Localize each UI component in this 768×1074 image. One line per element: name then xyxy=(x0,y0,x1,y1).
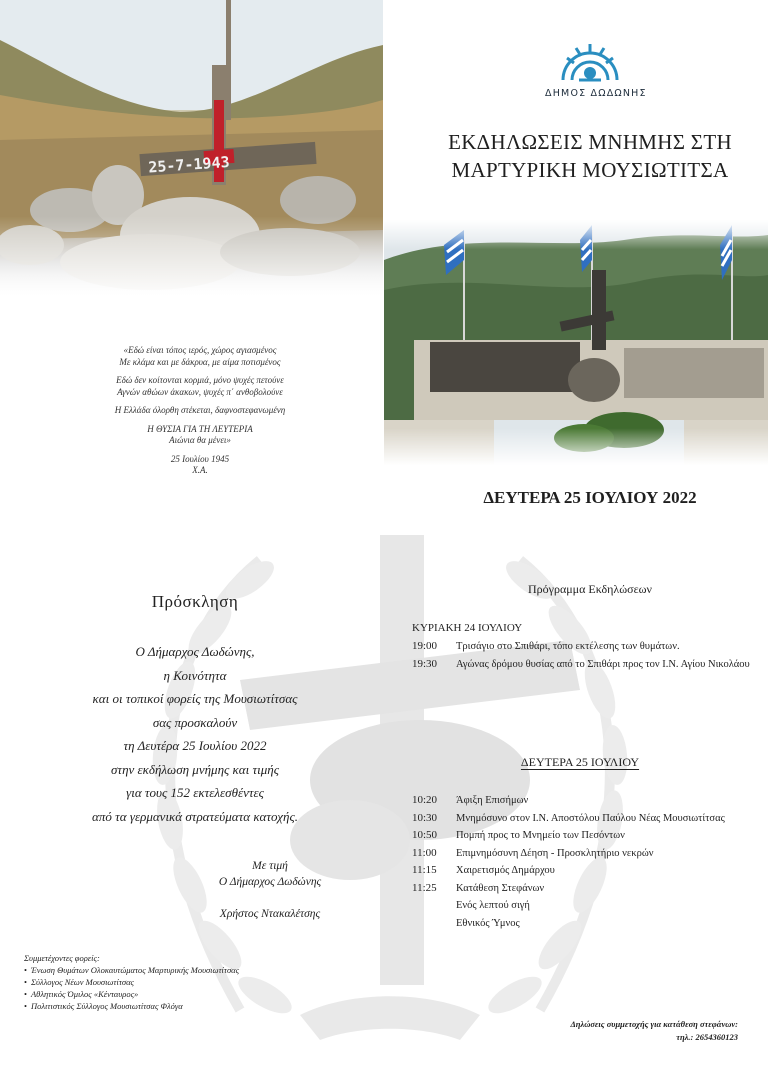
poem-line: Η Ελλάδα όλορθη στέκεται, δαφνοστεφανωμένη xyxy=(114,405,286,415)
schedule-row xyxy=(412,656,762,674)
poem-date: 25 Ιουλίου 1945 xyxy=(170,453,230,464)
invitation-body xyxy=(70,640,320,828)
dodoni-logo-icon xyxy=(559,40,621,84)
invitation-line: και οι τοπικοί φορείς της Μουσιωτίτσας xyxy=(92,691,298,706)
schedule-row xyxy=(412,827,762,845)
list-item: • Αθλητικός Όμιλος «Κένταυρος» xyxy=(24,988,354,1000)
mayor-name: Χρήστος Ντακαλέτσης xyxy=(219,908,321,920)
list-item: • Πολιτιστικός Σύλλογος Μουσιωτίτσας Φλόγα xyxy=(24,1000,354,1012)
poem-line: Αγνών αθώων άκακων, ψυχές π΄ ανθοβολούνε xyxy=(117,386,283,397)
schedule-time: 10:50 xyxy=(412,829,438,841)
day1-schedule xyxy=(412,638,762,673)
list-item: • Ένωση Θυμάτων Ολοκαυτώματος Μαρτυρικής Μουσιωτίτσας xyxy=(24,964,354,976)
invitation-line: σας προσκαλούν xyxy=(152,714,238,730)
day1-label: ΚΥΡΙΑΚΗ 24 ΙΟΥΛΙΟΥ xyxy=(412,622,523,634)
poem-line: «Εδώ είναι τόπος ιερός, χώρος αγιασμένος xyxy=(123,345,277,355)
schedule-desc: Εθνικός Ύμνος xyxy=(456,917,520,929)
schedule-desc: Επιμνημόσυνη Δέηση - Προσκλητήριο νεκρών xyxy=(456,847,654,859)
schedule-desc: Χαιρετισμός Δημάρχου xyxy=(456,865,555,876)
footer-phone: τηλ.: 2654360123 xyxy=(676,1032,738,1042)
signoff-line: Ο Δήμαρχος Δωδώνης xyxy=(218,876,322,888)
schedule-row xyxy=(412,897,762,915)
poem-line: Η ΘΥΣΙΑ ΓΙΑ ΤΗ ΛΕΥΤΕΡΙΑ xyxy=(147,423,253,434)
schedule-desc: Τρισάγιο στο Σπιθάρι, τόπο εκτέλεσης των θυμάτων. xyxy=(456,641,680,652)
logo-text: ΔΗΜΟΣ ΔΩΔΩΝΗΣ xyxy=(545,88,647,99)
invitation-line: τη Δευτέρα 25 Ιουλίου 2022 xyxy=(123,738,267,753)
participants xyxy=(24,952,354,1012)
footer-note xyxy=(570,1018,738,1044)
schedule-row xyxy=(412,862,762,880)
list-item: • Σύλλογος Νέων Μουσιωτίτσας xyxy=(24,976,354,988)
signoff-line: Με τιμή xyxy=(252,860,288,872)
schedule-time xyxy=(412,915,456,933)
day2-schedule xyxy=(412,792,762,932)
invitation-line: για τους 152 εκτελεσθέντες xyxy=(126,785,264,800)
invitation-heading: Πρόσκληση xyxy=(151,592,239,611)
event-title-line2: ΜΑΡΤΥΡΙΚΗ ΜΟΥΣΙΩΤΙΤΣΑ xyxy=(451,158,729,182)
schedule-time: 11:00 xyxy=(412,846,437,859)
footer-line: Δηλώσεις συμμετοχής για κατάθεση στεφάνων: xyxy=(570,1019,738,1029)
schedule-time: 11:25 xyxy=(412,881,437,894)
event-title-line1: ΕΚΔΗΛΩΣΕΙΣ ΜΝΗΜΗΣ ΣΤΗ xyxy=(448,130,732,154)
invitation-line: Ο Δήμαρχος Δωδώνης, xyxy=(135,644,255,659)
schedule-desc: Πομπή προς το Μνημείο των Πεσόντων xyxy=(456,830,625,841)
monument-photo-illustration xyxy=(384,220,768,465)
schedule-desc: Ενός λεπτού σιγή xyxy=(456,900,530,911)
schedule-time: 19:30 xyxy=(412,657,438,670)
monument-photo xyxy=(384,220,768,465)
participants-list xyxy=(24,964,354,1012)
memorial-poem xyxy=(60,345,340,484)
schedule-row xyxy=(412,845,762,863)
municipality-logo xyxy=(545,40,647,110)
schedule-row xyxy=(412,810,762,828)
schedule-row xyxy=(412,880,762,898)
schedule-time: 11:15 xyxy=(412,864,437,876)
schedule-desc: Αγώνας δρόμου θυσίας από το Σπιθάρι προς τον Ι.Ν. Αγίου Νικολάου xyxy=(456,658,750,670)
invitation-line: στην εκδήλωση μνήμης και τιμής xyxy=(111,761,279,777)
schedule-time: 10:20 xyxy=(412,794,438,806)
schedule-row xyxy=(412,638,762,656)
poem-line: Με κλάμα και με δάκρυα, με αίμα ποτισμένος xyxy=(119,356,281,367)
participants-heading: Συμμετέχοντες φορείς: xyxy=(24,953,100,963)
event-date: ΔΕΥΤΕΡΑ 25 ΙΟΥΛΙΟΥ 2022 xyxy=(483,488,697,507)
schedule-time xyxy=(412,897,456,915)
schedule-desc: Άφιξη Επισήμων xyxy=(456,795,529,806)
invitation-line: από τα γερμανικά στρατεύματα κατοχής. xyxy=(92,808,298,824)
schedule-row xyxy=(412,792,762,810)
poem-line: Αιώνια θα μένει» xyxy=(169,435,231,445)
programme-title: Πρόγραμμα Εκδηλώσεων xyxy=(528,582,652,596)
event-title xyxy=(440,128,740,184)
schedule-row xyxy=(412,915,762,933)
cross-photo xyxy=(0,0,383,300)
cross-photo-illustration xyxy=(0,0,383,300)
signoff xyxy=(180,858,360,922)
schedule-desc: Κατάθεση Στεφάνων xyxy=(456,882,545,894)
poem-line: Εδώ δεν κοίτονται κορμιά, μόνο ψυχές πετούνε xyxy=(116,375,284,385)
schedule-time: 10:30 xyxy=(412,811,438,824)
invitation-line: η Κοινότητα xyxy=(163,667,227,683)
day2-label: ΔΕΥΤΕΡΑ 25 ΙΟΥΛΙΟΥ xyxy=(520,755,640,769)
schedule-desc: Μνημόσυνο στον Ι.Ν. Αποστόλου Παύλου Νέας Μουσιωτίτσας xyxy=(456,812,725,824)
poem-initials: Χ.Α. xyxy=(192,465,208,475)
schedule-time: 19:00 xyxy=(412,640,438,652)
